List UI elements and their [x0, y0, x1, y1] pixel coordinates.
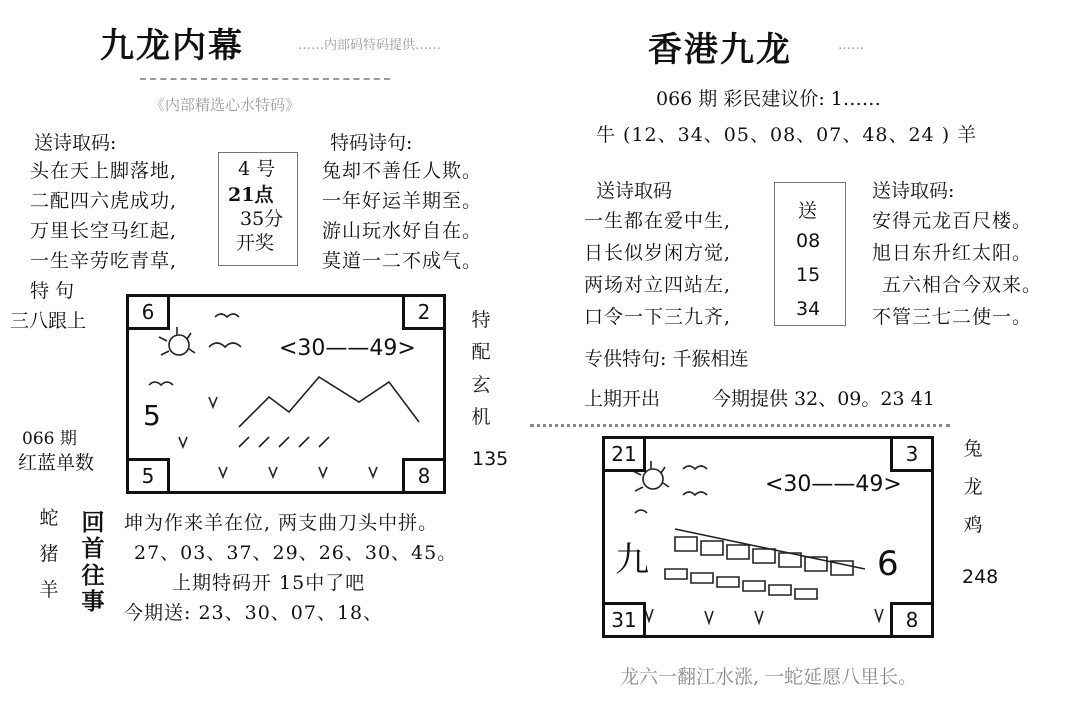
right-right-line-2: 旭日东升红太阳。	[872, 242, 1033, 264]
right-poem-label-left: 送诗取码	[596, 180, 673, 202]
right-title-faint: ……	[838, 38, 864, 53]
right-right-line-1: 安得元龙百尺楼。	[872, 210, 1033, 232]
left-frame-corner-bl: 5	[126, 458, 170, 494]
right-last-line-label: 上期开出	[584, 388, 661, 410]
left-sun-icon	[169, 335, 189, 355]
left-frame-corner-tl: 6	[126, 294, 170, 330]
left-frame-mark: 5	[143, 399, 161, 432]
left-box-line-3: 35分	[240, 208, 284, 230]
right-poem-line-2: 日长似岁闲方觉,	[584, 242, 732, 264]
left-poem-line-2: 二配四六虎成功,	[30, 190, 178, 212]
left-bottom-line-1: 坤为作来羊在位, 两支曲刀头中拼。	[124, 512, 439, 534]
left-box-line-4: 开奖	[236, 232, 275, 254]
right-bottom-faint: 龙六一翻江水涨, 一蛇延愿八里长。	[620, 666, 918, 688]
left-bottom-line-2: 27、03、37、29、26、30、45。	[134, 542, 458, 564]
left-bottom-vertical-a: 蛇猪羊	[39, 507, 59, 602]
right-box-line-1: 送	[798, 200, 818, 222]
left-poem-line-3: 万里长空马红起,	[30, 220, 178, 242]
right-frame-mark-b: 6	[877, 544, 899, 584]
left-bottom-line-4: 今期送: 23、30、07、18、	[124, 602, 384, 624]
right-right-line-4: 不管三七二使一。	[872, 306, 1033, 328]
left-poem-line-4: 一生辛劳吃青草,	[30, 250, 178, 272]
left-subtitle-faint: ……内部码特码提供……	[298, 38, 442, 53]
left-box-line-2: 21点	[228, 184, 274, 206]
left-picture-frame	[126, 294, 446, 494]
left-divider	[140, 78, 390, 80]
right-box-line-2: 08	[796, 230, 821, 252]
right-right-number: 248	[962, 566, 999, 588]
right-frame-corner-br: 8	[890, 602, 934, 638]
left-right-number: 135	[472, 448, 509, 470]
left-special-line-4: 莫道一二不成气。	[322, 250, 483, 272]
left-poem-label: 送诗取码:	[34, 132, 117, 154]
right-box-line-3: 15	[796, 264, 821, 286]
right-title: 香港九龙	[648, 30, 792, 70]
right-poem-line-4: 口令一下三九齐,	[584, 306, 732, 328]
left-subtitle-quote: 《内部精选心水特码》	[150, 96, 301, 114]
right-special-line: 专供特句: 千猴相连	[584, 348, 749, 370]
left-special-label: 特码诗句:	[330, 132, 413, 154]
right-divider	[530, 424, 950, 427]
right-last-line-text: 今期提供 32、09。23 41	[712, 388, 935, 410]
right-picture-sketch	[605, 439, 931, 635]
left-bottom-line-3: 上期特码开 15中了吧	[172, 572, 366, 594]
left-title: 九龙内幕	[100, 26, 244, 66]
right-frame-corner-bl: 31	[602, 602, 646, 638]
left-frame-corner-tr: 2	[402, 294, 446, 330]
left-tejv-label: 特 句	[30, 280, 75, 302]
right-frame-corner-tl: 21	[602, 436, 646, 472]
left-frame-range-label: <30——49>	[279, 336, 416, 361]
right-poem-label-right: 送诗取码:	[872, 180, 955, 202]
right-right-line-3: 五六相合今双来。	[882, 274, 1043, 296]
left-issue-label: 066 期	[22, 429, 77, 449]
left-box-line-1: 4 号	[238, 158, 276, 180]
left-right-vertical: 特配玄机	[471, 309, 491, 428]
right-frame-corner-tr: 3	[890, 436, 934, 472]
right-frame-range-label: <30——49>	[765, 472, 902, 497]
right-issue-line: 066 期 彩民建议价: 1……	[656, 88, 881, 110]
right-poem-line-1: 一生都在爱中生,	[584, 210, 732, 232]
left-poem-line-1: 头在天上脚落地,	[30, 160, 178, 182]
left-picture-sketch	[129, 297, 443, 491]
left-tejv-text: 三八跟上	[10, 310, 87, 332]
left-issue-sub: 红蓝单数	[18, 452, 95, 474]
right-poem-line-3: 两场对立四站左,	[584, 274, 732, 296]
left-special-line-3: 游山玩水好自在。	[322, 220, 483, 242]
right-frame-mark-a: 九	[615, 540, 649, 580]
right-box-line-4: 34	[796, 298, 821, 320]
left-frame-corner-br: 8	[402, 458, 446, 494]
left-special-line-2: 一年好运羊期至。	[322, 190, 483, 212]
right-ox-line: 牛 (12、34、05、08、07、48、24 ) 羊	[596, 124, 978, 146]
right-right-vertical: 兔龙鸡	[963, 438, 983, 536]
right-sun-icon	[643, 469, 663, 489]
left-bottom-vertical-b: 回首往事	[81, 509, 105, 616]
right-picture-frame	[602, 436, 934, 638]
left-special-line-1: 兔却不善任人欺。	[322, 160, 483, 182]
